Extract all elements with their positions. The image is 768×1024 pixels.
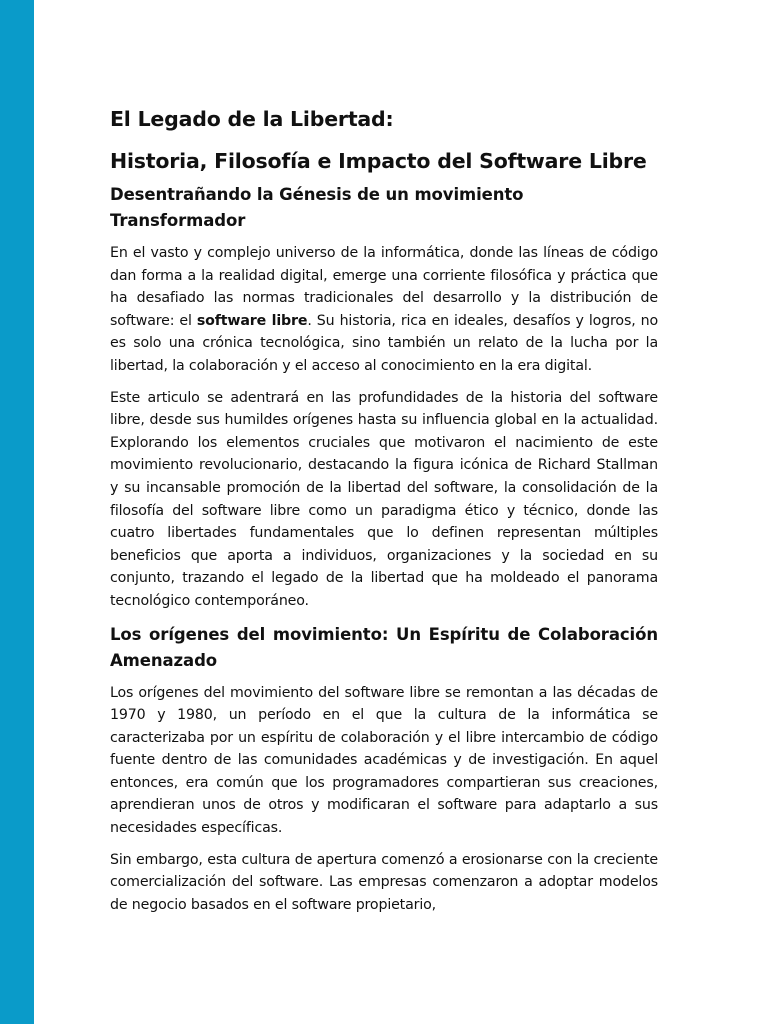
document-title-line-1: El Legado de la Libertad: [110, 107, 394, 131]
paragraph-intro-text-1: En el vasto y complejo universo de la informática, donde las líneas de código dan forma a la realidad digital, emerge una corriente filosófica y práctica que ha desafiado las normas tradicionales del desarrollo y la distribución de software: el [110, 245, 658, 329]
accent-side-bar [0, 0, 34, 1024]
section-heading-origins: Los orígenes del movimiento: Un Espíritu de Colaboración Amenazado [110, 624, 658, 670]
software-libre-term: software libre [196, 312, 308, 329]
paragraph-origins: Los orígenes del movimiento del software libre se remontan a las décadas de 1970 y 1980, un período en el que la cultura de la informática se caracterizaba por un espíritu de colaboración y el libre intercambio de código fuente dentro de las comunidades académicas y de investigación. En aquel entonces, era común que los programadores compartieran sus creaciones, aprendieran unos de otros y modificaran el software para adaptarlo a sus necesidades específicas. [110, 684, 658, 837]
document-subtitle: Desentrañando la Génesis de un movimiento Transformador [110, 185, 524, 230]
document-page [110, 104, 658, 925]
paragraph-intro [110, 242, 658, 378]
document-title-line-2: Historia, Filosofía e Impacto del Software Libre [110, 149, 647, 173]
paragraph-commercialization: Sin embargo, esta cultura de apertura comenzó a erosionarse con la creciente comercialización del software. Las empresas comenzaron a adoptar modelos de negocio basados en el software propietario, [110, 851, 658, 913]
paragraph-article-scope: Este articulo se adentrará en las profundidades de la historia del software libre, desde sus humildes orígenes hasta su influencia global en la actualidad. Explorando los elementos cruciales que motivaron el nacimiento de este movimiento revolucionario, destacando la figura icónica de Richard Stallman y su incansable promoción de la libertad del software, la consolidación de la filosofía del software libre como un paradigma ético y técnico, donde las cuatro libertades fundamentales que lo definen representan múltiples beneficios que aporta a individuos, organizaciones y la sociedad en su conjunto, trazando el legado de la libertad que ha moldeado el panorama tecnológico contemporáneo. [110, 389, 658, 609]
paragraph-intro-text-2: . Su historia, rica en ideales, desafíos y logros, no es solo una crónica tecnológica, sino también un relato de la lucha por la libertad, la colaboración y el acceso al conocimiento en la era digital. [110, 312, 658, 374]
